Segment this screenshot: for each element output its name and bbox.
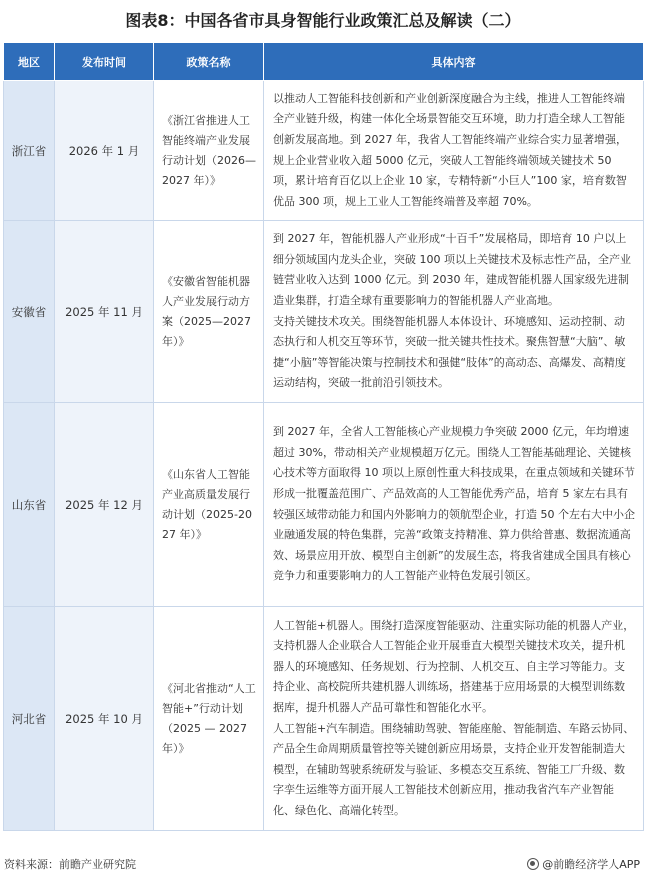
brand-attribution (527, 856, 640, 872)
table-row (4, 81, 644, 221)
table-row (4, 221, 644, 403)
table-header-row (4, 43, 644, 81)
cell-content (264, 221, 644, 403)
policy-table-container (3, 42, 643, 831)
cell-policy: 《安徽省智能机器人产业发展行动方案（2025—2027 年）》 (154, 221, 264, 403)
cell-policy: 《山东省人工智能产业高质量发展行动计划（2025-2027 年）》 (154, 403, 264, 607)
cell-policy: 《浙江省推进人工智能终端产业发展行动计划（2026—2027 年）》 (154, 81, 264, 221)
cell-date: 2025 年 11 月 (55, 221, 154, 403)
header-policy: 政策名称 (154, 43, 264, 81)
page-title: 图表8：中国各省市具身智能行业政策汇总及解读（二） (125, 11, 521, 30)
content-paragraph: 以推动人工智能科技创新和产业创新深度融合为主线，推进人工智能终端全产业链升级，构建一体化全场景智能交互环境，助力打造全球人工智能创新发展高地。到 2027 年，我省人工智能终端产业综合实力显著增强，规上企业营业收入超 5000 亿元，突破人工智能终端领域关键技术 50 项，累计培育百亿以上企业 10 家，专精特新“小巨人”100 家，培育数智优品 300 项，规上工业人工智能终端普及率超 70%。 (273, 91, 627, 208)
cell-date: 2025 年 12 月 (55, 403, 154, 607)
source-note: 资料来源：前瞻产业研究院 (4, 858, 136, 871)
cell-content (264, 607, 644, 831)
cell-policy: 《河北省推动“人工智能+”行动计划（2025 — 2027 年）》 (154, 607, 264, 831)
table-row (4, 607, 644, 831)
content-paragraph: 人工智能+机器人。围绕打造深度智能驱动、注重实际功能的机器人产业，支持机器人企业联合人工智能企业开展垂直大模型关键技术攻关，提升机器人的环境感知、任务规划、行为控制、人机交互、自主学习等能力。支持企业、高校院所共建机器人训练场，搭建基于应用场景的大模型训练数据库，提升机器人产品可靠性和智能化水平。 (273, 618, 635, 714)
brand-text: @前瞻经济学人APP (542, 858, 640, 871)
content-paragraph: 人工智能+汽车制造。围绕辅助驾驶、智能座舱、智能制造、车路云协同、产品全生命周期质量管控等关键创新应用场景，支持企业开发智能制造大模型，在辅助驾驶系统研发与验证、多模态交互系统、智能工厂升级、数字孪生运维等方面开展人工智能技术创新应用，推动我省汽车产业智能化、绿色化、高端化转型。 (273, 721, 635, 817)
logo-circle-icon (527, 858, 539, 870)
content-paragraph: 到 2027 年，智能机器人产业形成“十百千”发展格局，即培育 10 户以上细分领域国内龙头企业，突破 100 项以上关键技术及标志性产品，全产业链营业收入达到 1000 亿元。到 2030 年，建成智能机器人国家级先进制造业集群，打造全球有重要影响力的智能机器人产业高地。 (273, 232, 631, 307)
cell-content (264, 81, 644, 221)
header-content: 具体内容 (264, 43, 644, 81)
cell-date: 2026 年 1 月 (55, 81, 154, 221)
cell-region: 山东省 (4, 403, 55, 607)
cell-region: 河北省 (4, 607, 55, 831)
cell-date: 2025 年 10 月 (55, 607, 154, 831)
cell-content (264, 403, 644, 607)
content-paragraph: 到 2027 年，全省人工智能核心产业规模力争突破 2000 亿元，年均增速超过 30%，带动相关产业规模超万亿元。围绕人工智能基础理论、关键核心技术等方面取得 10 项以上原创性重大科技成果，在重点领域和关键环节形成一批覆盖范围广、产品效高的人工智能优秀产品，培育 5 家左右具有较强区域带动能力和国内外影响力的领航型企业，打造 50 个左右大中小企业融通发展的特色集群，完善“政策支持精准、算力供给普惠、数据流通高效、场景应用开放、模型自主创新”的发展生态，将我省建成全国具有核心竞争力和重要影响力的人工智能产业特色发展引领区。 (273, 425, 635, 583)
cell-region: 安徽省 (4, 221, 55, 403)
table-row (4, 403, 644, 607)
header-date: 发布时间 (55, 43, 154, 81)
content-paragraph: 支持关键技术攻关。围绕智能机器人本体设计、环境感知、运动控制、动态执行和人机交互等环节，突破一批关键共性技术。聚焦智慧“大脑”、敏捷“小脑”等智能决策与控制技术和强健“肢体”的高动态、高爆发、高精度运动结构，突破一批前沿引领技术。 (273, 314, 626, 390)
cell-region: 浙江省 (4, 81, 55, 221)
policy-table (3, 42, 644, 831)
header-region: 地区 (4, 43, 55, 81)
